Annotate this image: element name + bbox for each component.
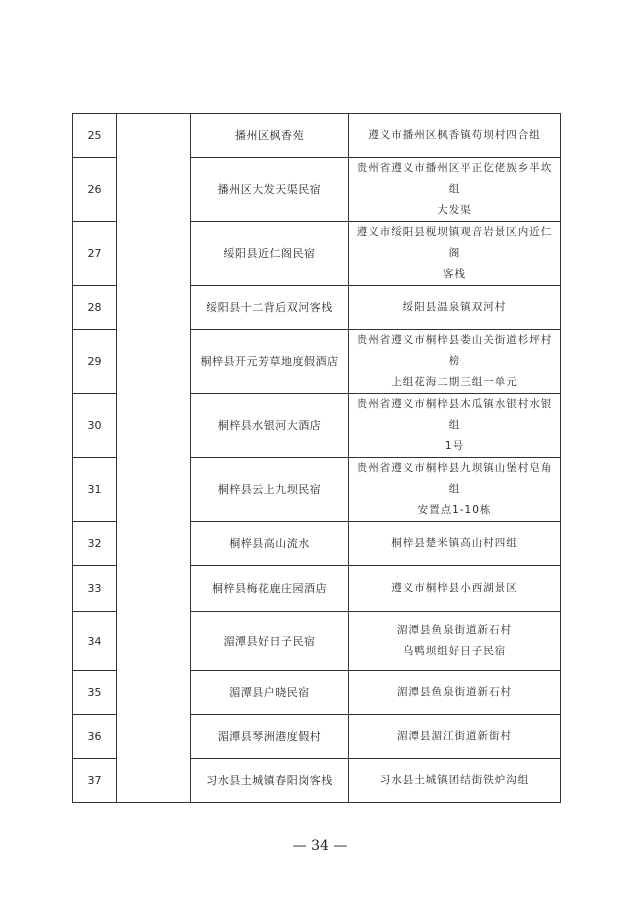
address-line: 习水县土城镇团结街铁炉沟组 [379,774,530,786]
page-number: — 34 — [292,838,348,854]
address-line: 安置点1-10栋 [417,504,492,516]
address-line: 湄潭县鱼泉街道新石村 [397,624,512,636]
address-line: 贵州省遵义市桐梓县九坝镇山堡村皂角组 [356,462,553,495]
row-number: 31 [73,458,117,522]
address-line: 遵义市绥阳县枧坝镇观音岩景区内近仁阁 [356,226,553,259]
homestay-address [349,522,561,566]
address-line: 上组花海二期三组一单元 [391,376,518,388]
row-number: 29 [73,330,117,394]
homestay-name: 湄潭县琴洲港度假村 [191,715,349,759]
table-row [73,114,561,158]
homestay-name: 播州区枫香苑 [191,114,349,158]
homestay-address [349,330,561,394]
address-line: 大发渠 [437,204,472,216]
homestay-table [72,113,561,803]
row-number: 28 [73,286,117,330]
row-number: 32 [73,522,117,566]
homestay-address [349,566,561,612]
homestay-address [349,394,561,458]
address-line: 客栈 [443,268,466,280]
address-line: 遵义市播州区枫香镇苟坝村四合组 [368,129,541,141]
address-line: 1号 [444,440,465,452]
homestay-name: 桐梓县云上九坝民宿 [191,458,349,522]
homestay-name: 湄潭县户晓民宿 [191,671,349,715]
homestay-name: 播州区大发天渠民宿 [191,158,349,222]
address-line: 贵州省遵义市播州区平正仡佬族乡半坎组 [356,162,553,195]
address-line: 乌鸭坝组好日子民宿 [402,645,507,657]
row-number: 36 [73,715,117,759]
homestay-name: 桐梓县高山流水 [191,522,349,566]
homestay-address [349,286,561,330]
homestay-address [349,458,561,522]
row-number: 33 [73,566,117,612]
homestay-name: 绥阳县十二背后双河客栈 [191,286,349,330]
homestay-name: 习水县土城镇春阳岗客栈 [191,759,349,803]
homestay-address [349,759,561,803]
homestay-address [349,114,561,158]
row-number: 25 [73,114,117,158]
homestay-address [349,158,561,222]
row-number: 27 [73,222,117,286]
address-line: 湄潭县湄江街道新街村 [397,730,512,742]
row-number: 34 [73,612,117,671]
homestay-name: 桐梓县梅花鹿庄园酒店 [191,566,349,612]
homestay-name: 桐梓县水银河大酒店 [191,394,349,458]
homestay-address [349,222,561,286]
table-body [73,114,561,803]
address-line: 遵义市桐梓县小西湖景区 [391,582,518,594]
homestay-name: 湄潭县好日子民宿 [191,612,349,671]
row-number: 26 [73,158,117,222]
row-number: 30 [73,394,117,458]
homestay-name: 绥阳县近仁阁民宿 [191,222,349,286]
address-line: 桐梓县楚米镇高山村四组 [391,537,518,549]
address-line: 绥阳县温泉镇双河村 [402,301,507,313]
homestay-address [349,612,561,671]
row-number: 35 [73,671,117,715]
address-line: 贵州省遵义市桐梓县木瓜镇水银村水银组 [356,398,553,431]
address-line: 贵州省遵义市桐梓县娄山关街道杉坪村榜 [356,334,553,367]
merged-blank-cell [117,114,191,803]
homestay-address [349,715,561,759]
row-number: 37 [73,759,117,803]
homestay-name: 桐梓县开元芳草地度假酒店 [191,330,349,394]
address-line: 湄潭县鱼泉街道新石村 [397,686,512,698]
homestay-address [349,671,561,715]
